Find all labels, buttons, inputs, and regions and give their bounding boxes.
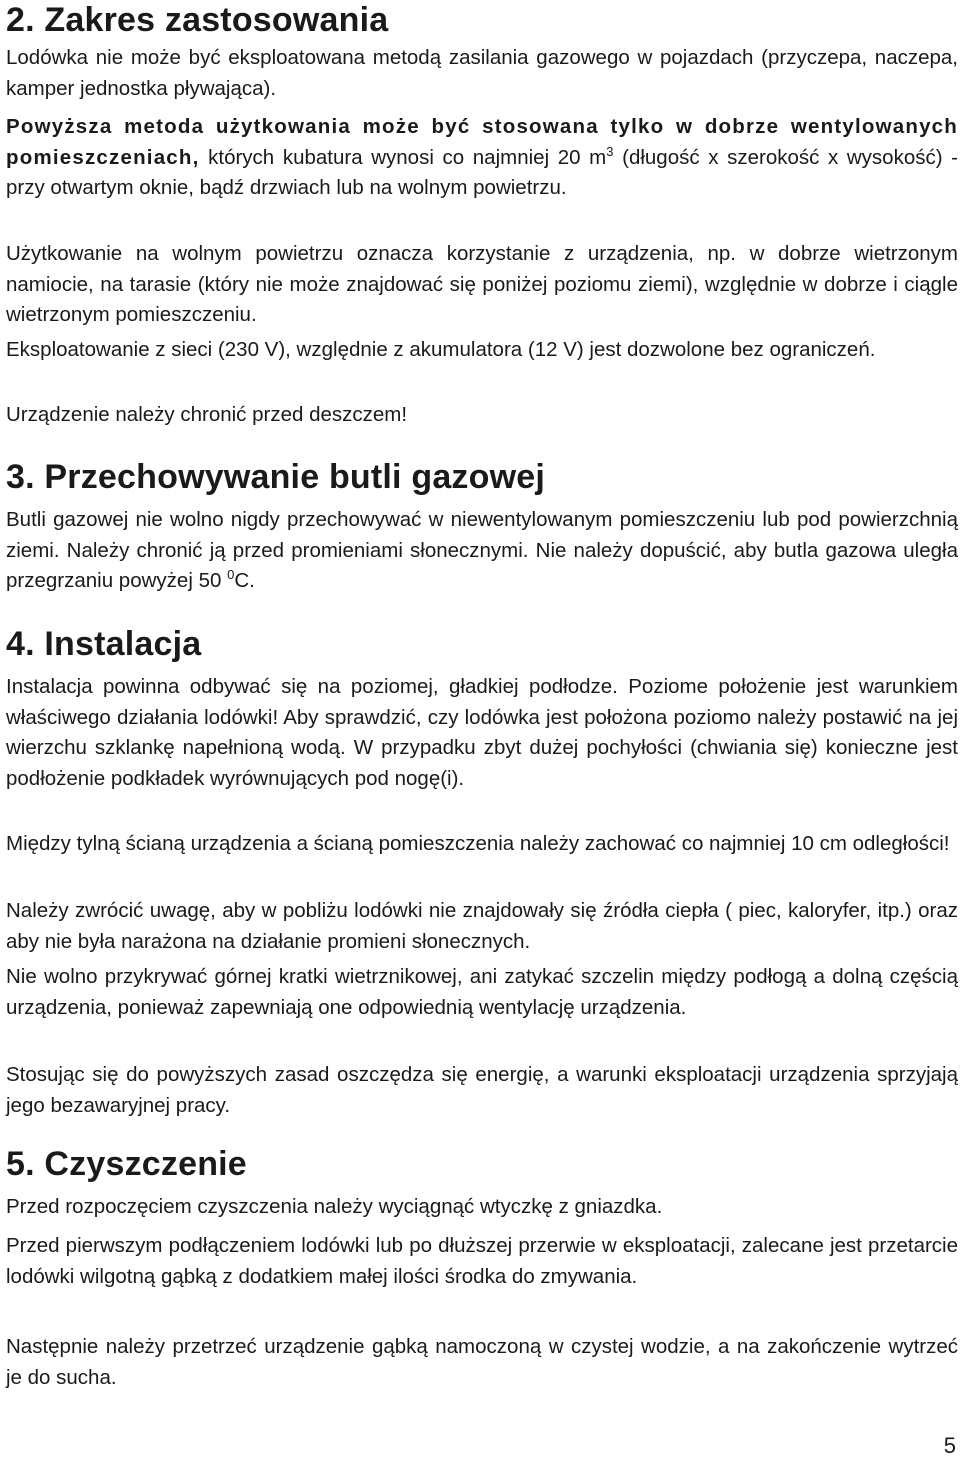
paragraph: Eksploatowanie z sieci (230 V), względnie z akumulatora (12 V) jest dozwolone bez ograniczeń. (6, 338, 876, 361)
page-number: 5 (943, 1433, 956, 1458)
paragraph-text: (długość x szerokość x wysokość) - przy otwartym oknie, bądź drzwiach lub na wolnym powietrzu. (6, 145, 959, 199)
paragraph: Nie wolno przykrywać górnej kratki wietrznikowej, ani zatykać szczelin między podłogą a dolną częścią urządzenia, ponieważ zapewniają one odpowiednią wentylację urządzenia. (6, 965, 958, 1019)
section-heading-2: 2. Zakres zastosowania (6, 1, 389, 39)
paragraph: Stosując się do powyższych zasad oszczędza się energię, a warunki eksploatacji urządzenia sprzyjają jego bezawaryjnej pracy. (6, 1063, 958, 1117)
paragraph: Użytkowanie na wolnym powietrzu oznacza korzystanie z urządzenia, np. w dobrze wietrzonym namiocie, na tarasie (który nie może znajdować się poniżej poziomu ziemi), względnie w dobrze i ciągle wietrzonym pomieszczeniu. (6, 242, 958, 326)
superscript: 0 (227, 567, 235, 583)
paragraph: Następnie należy przetrzeć urządzenie gąbką namoczoną w czystej wodzie, a na zakończenie wytrzeć je do sucha. (6, 1335, 958, 1389)
paragraph: Między tylną ścianą urządzenia a ścianą pomieszczenia należy zachować co najmniej 10 cm odległości! (6, 832, 950, 855)
paragraph: Przed rozpoczęciem czyszczenia należy wyciągnąć wtyczkę z gniazdka. (6, 1195, 663, 1218)
paragraph: Należy zwrócić uwagę, aby w pobliżu lodówki nie znajdowały się źródła ciepła ( piec, kaloryfer, itp.) oraz aby nie była narażona na działanie promieni słonecznych. (6, 899, 958, 953)
paragraph-text: Butli gazowej nie wolno nigdy przechowywać w niewentylowanym pomieszczeniu lub pod powierzchnią ziemi. Należy chronić ją przed promieniami słonecznymi. Nie należy dopuścić, aby butla gazowa uległa przegrzaniu powyżej 50 (6, 508, 958, 592)
paragraph-text: C. (234, 569, 255, 592)
superscript: 3 (606, 143, 614, 159)
paragraph-text: których kubatura wynosi co najmniej 20 m (199, 145, 607, 169)
emphasis-text: Powyższa metoda użytkowania może być stosowana tylko w dobrze wentylowanych pomieszczeniach, (6, 115, 958, 169)
paragraph: Przed pierwszym podłączeniem lodówki lub po dłuższej przerwie w eksploatacji, zalecane jest przetarcie lodówki wilgotną gąbką z dodatkiem małej ilości środka do zmywania. (6, 1234, 958, 1288)
section-heading-3: 3. Przechowywanie butli gazowej (6, 458, 545, 496)
paragraph: Instalacja powinna odbywać się na poziomej, gładkiej podłodze. Poziome położenie jest warunkiem właściwego działania lodówki! Aby sprawdzić, czy lodówka jest położona poziomo należy postawić na jej wierzchu szklankę napełnioną wodą. W przypadku zbyt dużej pochyłości (chwiania się) konieczne jest podłożenie podkładek wyrównujących pod nogę(i). (6, 675, 958, 790)
paragraph: Urządzenie należy chronić przed deszczem! (6, 403, 408, 426)
section-heading-5: 5. Czyszczenie (6, 1145, 247, 1183)
paragraph (6, 505, 958, 597)
section-heading-4: 4. Instalacja (6, 625, 202, 663)
paragraph (6, 112, 958, 204)
paragraph: Lodówka nie może być eksploatowana metodą zasilania gazowego w pojazdach (przyczepa, naczepa, kamper jednostka pływająca). (6, 46, 958, 100)
